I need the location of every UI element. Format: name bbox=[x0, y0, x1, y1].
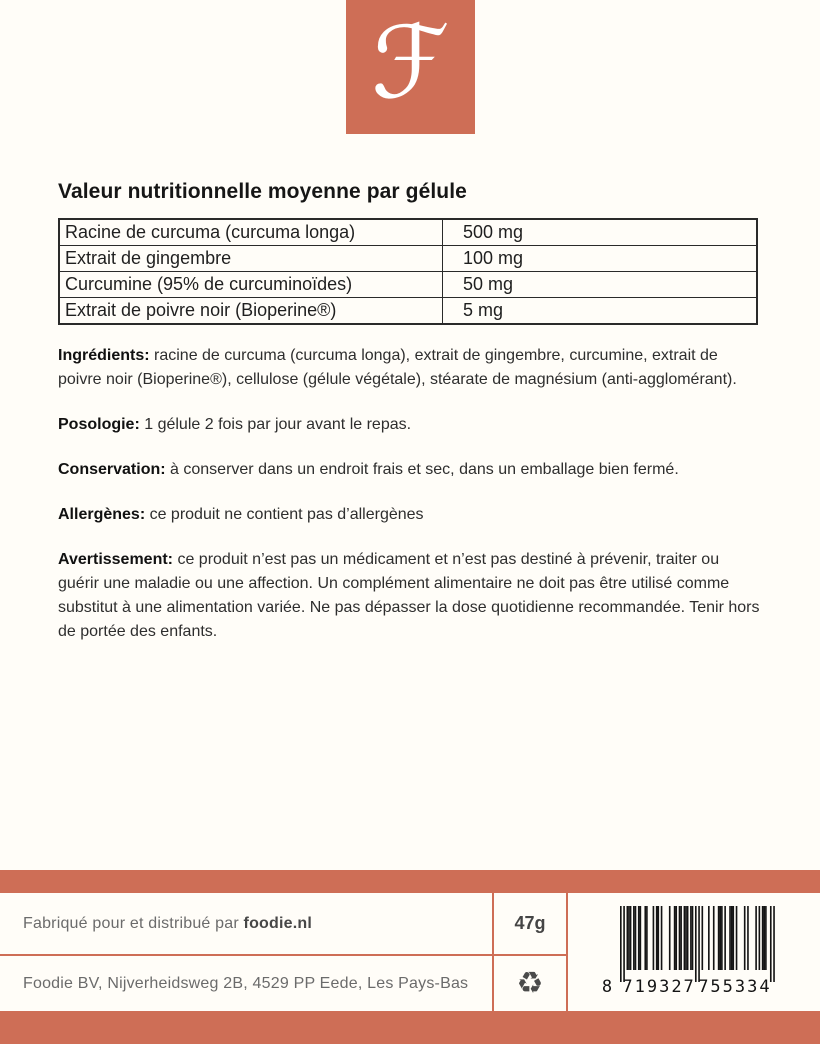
distributor-cell bbox=[0, 893, 492, 954]
footer-accent-bar-top bbox=[0, 870, 820, 893]
nutrient-name: Racine de curcuma (curcuma longa) bbox=[59, 219, 443, 246]
footer-divider-vertical-1 bbox=[492, 893, 494, 1011]
nutrient-value: 50 mg bbox=[443, 272, 758, 298]
svg-text:8: 8 bbox=[601, 977, 613, 996]
nutrition-title: Valeur nutritionnelle moyenne par gélule bbox=[58, 180, 467, 203]
address-text: Foodie BV, Nijverheidsweg 2B, 4529 PP Eede, Les Pays-Bas bbox=[23, 974, 469, 992]
brand-logo bbox=[346, 0, 475, 134]
nutrient-value: 500 mg bbox=[443, 219, 758, 246]
footer-divider-vertical-2 bbox=[566, 893, 568, 1011]
table-row bbox=[59, 219, 757, 246]
nutrient-name: Extrait de poivre noir (Bioperine®) bbox=[59, 298, 443, 325]
brand-logo-f-icon: ℱ bbox=[371, 4, 450, 121]
table-row bbox=[59, 298, 757, 325]
nutrition-table bbox=[58, 218, 758, 325]
table-row bbox=[59, 246, 757, 272]
address-cell bbox=[0, 956, 492, 1011]
ean13-barcode bbox=[598, 906, 778, 1001]
section-text: ce produit n’est pas un médicament et n’est pas destiné à prévenir, traiter ou guérir une maladie ou une affection. Un complément alimentaire ne doit pas être utilisé comme substitut à une alimentation variée. Ne pas dépasser la dose quotidienne recommandée. Tenir hors de portée des enfants. bbox=[58, 551, 760, 640]
section-label: Ingrédients: bbox=[58, 347, 150, 364]
net-weight: 47g bbox=[514, 913, 546, 933]
section-label: Conservation: bbox=[58, 461, 166, 478]
recycle-cell bbox=[494, 956, 566, 1011]
info-sections bbox=[58, 344, 760, 665]
distributor-brand: foodie.nl bbox=[243, 914, 313, 932]
warning-paragraph bbox=[58, 548, 760, 644]
section-text: 1 gélule 2 fois par jour avant le repas. bbox=[139, 416, 412, 433]
nutrient-value: 100 mg bbox=[443, 246, 758, 272]
distributor-prefix: Fabriqué pour et distribué par bbox=[23, 914, 244, 932]
svg-text:719327: 719327 bbox=[622, 977, 696, 996]
ingredients-paragraph bbox=[58, 344, 760, 392]
section-text: à conserver dans un endroit frais et sec, dans un emballage bien fermé. bbox=[165, 461, 679, 478]
recycle-icon: ♻ bbox=[516, 966, 544, 1000]
nutrient-name: Extrait de gingembre bbox=[59, 246, 443, 272]
storage-paragraph bbox=[58, 458, 760, 482]
section-label: Avertissement: bbox=[58, 551, 174, 568]
footer-accent-bar-bottom bbox=[0, 1011, 820, 1044]
section-label: Posologie: bbox=[58, 416, 140, 433]
footer-divider-horizontal bbox=[0, 954, 568, 956]
weight-cell bbox=[494, 893, 566, 954]
section-text: ce produit ne contient pas d’allergènes bbox=[145, 506, 424, 523]
section-label: Allergènes: bbox=[58, 506, 146, 523]
allergens-paragraph bbox=[58, 503, 760, 527]
section-text: racine de curcuma (curcuma longa), extrait de gingembre, curcumine, extrait de poivre noir (Bioperine®), cellulose (gélule végétale), stéarate de magnésium (anti-agglomérant). bbox=[58, 347, 737, 388]
nutrient-name: Curcumine (95% de curcuminoïdes) bbox=[59, 272, 443, 298]
dosage-paragraph bbox=[58, 413, 760, 437]
svg-text:755334: 755334 bbox=[698, 977, 772, 996]
distributor-text bbox=[23, 915, 312, 933]
nutrient-value: 5 mg bbox=[443, 298, 758, 325]
table-row bbox=[59, 272, 757, 298]
